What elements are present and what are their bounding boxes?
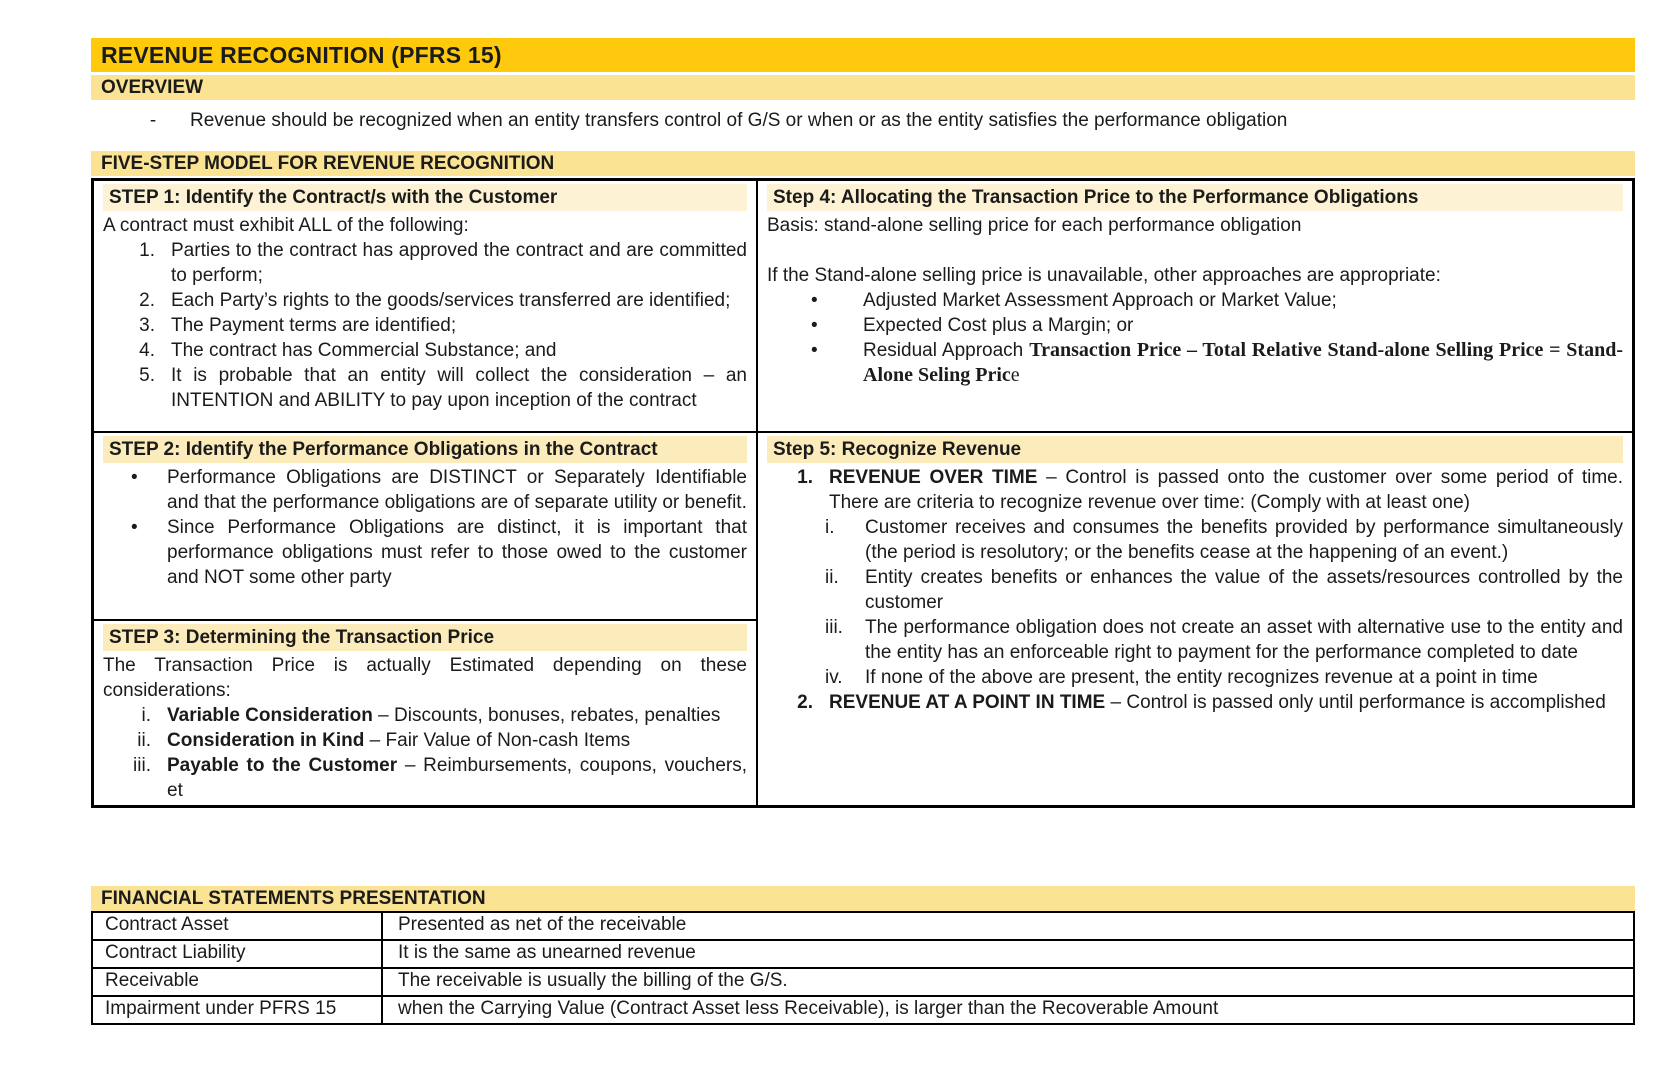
step5-cell [758, 431, 1632, 805]
item-number: 1. [139, 240, 155, 261]
item-text: The contract has Commercial Substance; and [171, 340, 557, 361]
bullet-marker: • [131, 517, 138, 538]
item-number: 2. [139, 290, 155, 311]
list-item [103, 338, 747, 363]
blank-line [767, 238, 1623, 263]
table-right-column [756, 181, 1632, 805]
step4-intro: If the Stand-alone selling price is unavailable, other approaches are appropriate: [767, 265, 1441, 286]
bullet-text: Performance Obligations are DISTINCT or Separately Identifiable and that the performance obligations are of separate utility or benefit. [167, 467, 747, 513]
item-text [167, 753, 747, 803]
bullet-item [767, 313, 1623, 338]
row-value: The receivable is usually the billing of the G/S. [398, 970, 788, 991]
page-title: REVENUE RECOGNITION (PFRS 15) [91, 38, 1635, 72]
item-term: REVENUE AT A POINT IN TIME [829, 692, 1106, 713]
item-number: ii. [137, 730, 151, 751]
item-number: 3. [139, 315, 155, 336]
item-text: Parties to the contract has approved the contract and are committed to perform; [171, 240, 747, 286]
item-definition: – Discounts, bonuses, rebates, penalties [372, 705, 721, 726]
item-definition: – Control is passed onto the customer over some period of time. There are criteria to recognize revenue over time: (Comply with at least one) [829, 467, 1623, 513]
step5-header: Step 5: Recognize Revenue [767, 436, 1623, 463]
item-number: 2. [797, 692, 813, 713]
criterion-item [767, 615, 1623, 665]
item-number: 5. [139, 365, 155, 386]
document-content [91, 38, 1635, 1025]
step1-intro: A contract must exhibit ALL of the following: [103, 215, 469, 236]
item-number: 1. [797, 467, 813, 488]
item-text: It is probable that an entity will collect the consideration – an INTENTION and ABILITY to pay upon inception of the contract [171, 365, 747, 411]
step1-cell [94, 181, 756, 431]
item-text: Each Party’s rights to the goods/services transferred are identified; [171, 290, 731, 311]
step3-header: STEP 3: Determining the Transaction Price [103, 624, 747, 651]
item-text: The Payment terms are identified; [171, 315, 457, 336]
five-step-table [91, 178, 1635, 808]
row-value: when the Carrying Value (Contract Asset less Receivable), is larger than the Recoverable Amount [398, 998, 1219, 1019]
bullet-marker: • [131, 467, 138, 488]
item-definition: – Fair Value of Non-cash Items [364, 730, 631, 751]
item-number: iii. [133, 755, 151, 776]
row-label: Receivable [93, 969, 383, 995]
item-number: iii. [825, 617, 843, 638]
bullet-text: Since Performance Obligations are distinct, it is important that performance obligations must refer to those owed to the customer and NOT some other party [167, 517, 747, 588]
criterion-item [767, 515, 1623, 565]
step2-header: STEP 2: Identify the Performance Obligations in the Contract [103, 436, 747, 463]
step2-cell [94, 431, 756, 619]
row-label: Contract Liability [93, 941, 383, 967]
item-term: Consideration in Kind [167, 730, 365, 751]
step4-cell [758, 181, 1632, 431]
row-label: Impairment under PFRS 15 [93, 997, 383, 1023]
financial-table [91, 911, 1635, 1025]
step3-cell [94, 619, 756, 805]
table-row [93, 913, 1633, 939]
row-value: Presented as net of the receivable [398, 914, 687, 935]
bullet-text: Expected Cost plus a Margin; or [863, 315, 1134, 336]
item-text [167, 703, 747, 728]
item-text [829, 690, 1623, 715]
bullet-item [103, 515, 747, 590]
item-number: i. [141, 705, 151, 726]
list-item [103, 703, 747, 728]
list-item [103, 363, 747, 413]
bullet-marker: • [811, 290, 818, 311]
list-item [767, 465, 1623, 515]
step3-intro: The Transaction Price is actually Estimated depending on these considerations: [103, 655, 747, 701]
dash-marker: - [149, 110, 157, 131]
item-text: The performance obligation does not create an asset with alternative use to the entity and the entity has an enforceable right to payment for the performance completed to date [865, 617, 1623, 663]
table-row [93, 967, 1633, 995]
residual-formula-tail: e [1010, 364, 1020, 386]
overview-bullet [91, 108, 1635, 133]
item-text [167, 728, 747, 753]
bullet-text: Adjusted Market Assessment Approach or Market Value; [863, 290, 1337, 311]
item-term: REVENUE OVER TIME [829, 467, 1038, 488]
list-item [767, 690, 1623, 715]
residual-formula: Transaction Price – Total Relative Stand-alone Selling Price = Stand-Alone Seling Pric [863, 339, 1623, 386]
row-label: Contract Asset [93, 913, 383, 939]
bullet-item [767, 288, 1623, 313]
bullet-item [103, 465, 747, 515]
item-number: i. [825, 517, 835, 538]
item-definition: – Control is passed only until performance is accomplished [1105, 692, 1606, 713]
criterion-item [767, 665, 1623, 690]
row-value: It is the same as unearned revenue [398, 942, 696, 963]
criterion-item [767, 565, 1623, 615]
item-term: Payable to the Customer [167, 755, 398, 776]
overview-heading: OVERVIEW [91, 75, 1635, 100]
table-row [93, 995, 1633, 1023]
list-item [103, 238, 747, 288]
item-definition: – Reimbursements, coupons, vouchers, et [167, 755, 747, 801]
item-term: Variable Consideration [167, 705, 373, 726]
bullet-item [767, 338, 1623, 388]
table-left-column [94, 181, 756, 805]
five-step-heading: FIVE-STEP MODEL FOR REVENUE RECOGNITION [91, 151, 1635, 176]
step1-header: STEP 1: Identify the Contract/s with the Customer [103, 184, 747, 211]
list-item [103, 728, 747, 753]
financial-heading: FINANCIAL STATEMENTS PRESENTATION [91, 886, 1635, 911]
list-item [103, 288, 747, 313]
table-row [93, 939, 1633, 967]
item-text: If none of the above are present, the entity recognizes revenue at a point in time [865, 667, 1538, 688]
bullet-marker: • [811, 340, 818, 361]
list-item [103, 313, 747, 338]
item-number: iv. [825, 667, 843, 688]
step4-header: Step 4: Allocating the Transaction Price to the Performance Obligations [767, 184, 1623, 211]
item-number: 4. [139, 340, 155, 361]
bullet-marker: • [811, 315, 818, 336]
item-text [829, 465, 1623, 515]
item-text: Entity creates benefits or enhances the value of the assets/resources controlled by the customer [865, 567, 1623, 613]
item-text: Customer receives and consumes the benefits provided by performance simultaneously (the period is resolutory; or the benefits cease at the happening of an event.) [865, 517, 1623, 563]
residual-prefix: Residual Approach [863, 340, 1030, 361]
list-item [103, 753, 747, 803]
step4-basis: Basis: stand-alone selling price for each performance obligation [767, 215, 1302, 236]
item-number: ii. [825, 567, 839, 588]
overview-bullet-text: Revenue should be recognized when an entity transfers control of G/S or when or as the entity satisfies the performance obligation [190, 110, 1288, 131]
residual-approach-text [863, 338, 1623, 388]
